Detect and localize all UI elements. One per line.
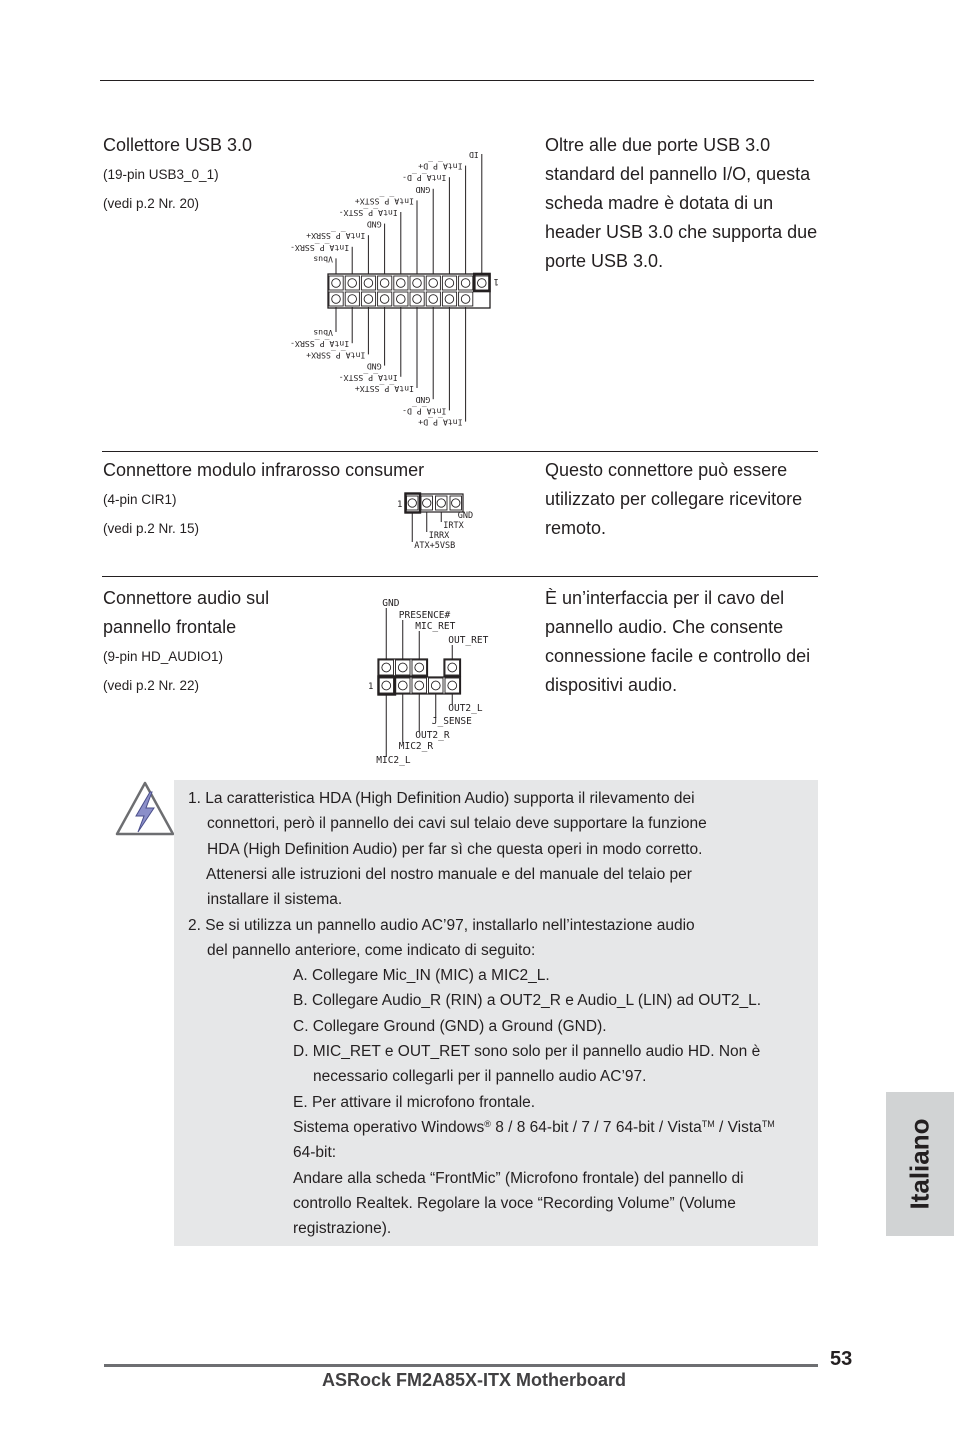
- usb-pin-top: [361, 276, 375, 290]
- audio-header-diagram: [364, 592, 514, 767]
- usb-pin-bottom: [329, 292, 343, 306]
- note-2-step: B. Collegare Audio_R (RIN) a OUT2_R e Audio_L (LIN) ad OUT2_L.: [293, 992, 762, 1010]
- note-final-line: registrazione).: [293, 1220, 392, 1238]
- usb-header-ref: (vedi p.2 Nr. 20): [103, 196, 200, 211]
- usb-bottom-label: IntA_P_SSTX+: [354, 384, 414, 394]
- note-final-line: controllo Realtek. Regolare la voce “Recording Volume” (Volume: [293, 1194, 736, 1212]
- cir-pin1-label: 1: [397, 500, 403, 510]
- usb-pin-top: [475, 276, 489, 290]
- audio-header-title-2: pannello frontale: [103, 617, 237, 637]
- note-1-line: Attenersi alle istruzioni del nostro manuale e del manuale del telaio per: [206, 865, 692, 883]
- cir-header-pin: (4-pin CIR1): [103, 492, 177, 507]
- footer-title: ASRock FM2A85X-ITX Motherboard: [321, 1370, 627, 1390]
- usb-top-label: GND: [415, 184, 431, 195]
- audio-bottom-label: MIC2_L: [376, 755, 411, 766]
- usb-bottom-label: GND: [366, 361, 382, 372]
- audio-header-ref: (vedi p.2 Nr. 22): [103, 678, 200, 693]
- usb-bottom-label: IntA_P_SSRX-: [290, 339, 350, 350]
- language-tab-label: Italiano: [904, 1118, 935, 1210]
- audio-pin-top: [379, 660, 394, 675]
- usb-pin-top: [394, 276, 408, 290]
- divider-2: [102, 576, 818, 577]
- usb-top-label: IntA_P_SSRX+: [306, 231, 366, 242]
- audio-pin1-label: 1: [368, 682, 374, 692]
- note-os-text: 8 / 8 64-bit / 7 / 7 64-bit / Vista: [490, 1118, 702, 1136]
- usb-header-title: Collettore USB 3.0: [103, 135, 253, 155]
- audio-pin-bottom: [396, 678, 411, 693]
- note-2-step: D. MIC_RET e OUT_RET sono solo per il pannello audio HD. Non è: [293, 1043, 761, 1060]
- note-final-line: Andare alla scheda “FrontMic” (Microfono frontale) del pannello di: [293, 1169, 744, 1187]
- warning-icon: [114, 780, 176, 838]
- usb-pin-top: [329, 276, 343, 290]
- audio-bottom-label: MIC2_R: [398, 741, 434, 752]
- usb-bottom-label: IntA_P_D-: [402, 406, 447, 417]
- usb-top-label: IntA_P_D-: [402, 173, 447, 184]
- usb-pin-bottom: [361, 292, 375, 306]
- trademark-mark: TM: [701, 1118, 715, 1129]
- audio-pin-bottom: [379, 678, 394, 693]
- usb-top-label: IntA_P_SSRX-: [290, 242, 350, 253]
- usb-bottom-label: IntA_P_SSTX-: [338, 372, 398, 383]
- audio-pin-top: [412, 660, 427, 675]
- note-1-line: 1. La caratteristica HDA (High Definition Audio) supporta il rilevamento dei: [188, 790, 695, 807]
- trademark-mark: TM: [761, 1118, 775, 1129]
- usb-header-desc: Oltre alle due porte USB 3.0 standard del pannello I/O, questa scheda madre è dotata di un header USB 3.0 che supporta due porte USB 3.0.: [545, 135, 818, 271]
- usb-pin-bottom: [442, 292, 456, 306]
- usb-pin-bottom: [394, 292, 408, 306]
- usb-pin1-label: 1: [493, 276, 499, 286]
- usb-header-diagram: [290, 140, 530, 440]
- usb-pin-top: [345, 276, 359, 290]
- audio-pin-bottom: [412, 678, 427, 693]
- page-number: 53: [830, 1348, 853, 1370]
- usb-pin-top: [410, 276, 424, 290]
- usb-header-pin: (19-pin USB3_0_1): [103, 167, 219, 182]
- audio-pin-top: [396, 660, 411, 675]
- usb-top-label: IntA_P_SSTX+: [354, 196, 414, 207]
- usb-pin-top: [378, 276, 392, 290]
- audio-top-label: MIC_RET: [415, 621, 456, 632]
- note-2-step: A. Collegare Mic_IN (MIC) a MIC2_L.: [293, 967, 550, 985]
- note-os-text: Sistema operativo Windows: [293, 1118, 485, 1136]
- footer-rule: [104, 1364, 818, 1367]
- usb-top-label: GND: [366, 219, 382, 230]
- note-1-line: installare il sistema.: [207, 891, 343, 909]
- usb-bottom-label: IntA_P_SSRX+: [306, 350, 366, 361]
- note-2-line: 2. Se si utilizza un pannello audio AC’97, installarlo nell’intestazione audio: [188, 916, 695, 934]
- audio-pin-top: [445, 660, 460, 675]
- usb-bottom-label: IntA_P_D+: [418, 417, 463, 428]
- cir-label: IRRX: [428, 531, 450, 541]
- usb-pin-top: [426, 276, 440, 290]
- audio-top-label: PRESENCE#: [398, 610, 451, 621]
- usb-pin-bottom: [345, 292, 359, 306]
- cir-header-ref: (vedi p.2 Nr. 15): [103, 521, 200, 536]
- usb-bottom-label: Vbus: [313, 328, 333, 338]
- usb-pin-top: [442, 276, 456, 290]
- top-rule: [100, 80, 814, 81]
- usb-top-label: IntA_P_D+: [418, 161, 463, 172]
- audio-top-label: GND: [382, 598, 400, 609]
- note-2-step: necessario collegarli per il pannello audio AC’97.: [313, 1068, 647, 1086]
- audio-bottom-label: J_SENSE: [431, 716, 472, 727]
- usb-pin-bottom: [410, 292, 424, 306]
- note-os-text: / Vista: [714, 1118, 762, 1136]
- note-2-step: E. Per attivare il microfono frontale.: [293, 1093, 536, 1111]
- cir-label: IRTX: [443, 521, 464, 531]
- note-1-line: connettori, però il pannello dei cavi sul telaio deve supportare la funzione: [207, 815, 707, 833]
- usb-pin-bottom: [378, 292, 392, 306]
- audio-header-pin: (9-pin HD_AUDIO1): [103, 649, 224, 664]
- usb-top-label: IntA_P_SSTX-: [338, 208, 398, 218]
- note-os-line: [293, 1115, 775, 1140]
- usb-pin-bottom: [426, 292, 440, 306]
- cir-header-desc: Questo connettore può essere utilizzato per collegare ricevitore remoto.: [545, 460, 803, 538]
- divider-1: [102, 451, 818, 452]
- audio-top-label: OUT_RET: [448, 635, 489, 646]
- usb-top-label: ID: [468, 150, 479, 160]
- note-1-line: HDA (High Definition Audio) per far sì che questa operi in modo corretto.: [207, 840, 703, 858]
- audio-header-desc: È un’interfaccia per il cavo del pannello audio. Che consente connessione facile e controllo dei dispositivi audio.: [545, 588, 811, 695]
- audio-pin-bottom: [445, 678, 460, 693]
- note-2-line: del pannello anteriore, come indicato di seguito:: [207, 941, 536, 959]
- cir-header-title: Connettore modulo infrarosso consumer: [103, 460, 425, 480]
- audio-bottom-label: OUT2_R: [415, 730, 450, 741]
- usb-bottom-label: GND: [415, 395, 431, 406]
- trademark-mark: ®: [484, 1118, 491, 1129]
- cir-label: ATX+5VSB: [414, 541, 456, 551]
- cir-label: GND: [457, 511, 474, 521]
- audio-header-title-1: Connettore audio sul: [103, 588, 270, 608]
- note-os-suffix: 64-bit:: [293, 1144, 337, 1162]
- cir-header-diagram: [395, 488, 505, 558]
- audio-bottom-label: OUT2_L: [448, 703, 483, 714]
- usb-top-label: Vbus: [313, 254, 333, 265]
- note-2-step: C. Collegare Ground (GND) a Ground (GND).: [293, 1017, 607, 1035]
- language-tab: [886, 1092, 954, 1236]
- usb-pin-top: [459, 276, 473, 290]
- audio-pin-bottom: [429, 678, 444, 693]
- usb-pin-bottom: [459, 292, 473, 306]
